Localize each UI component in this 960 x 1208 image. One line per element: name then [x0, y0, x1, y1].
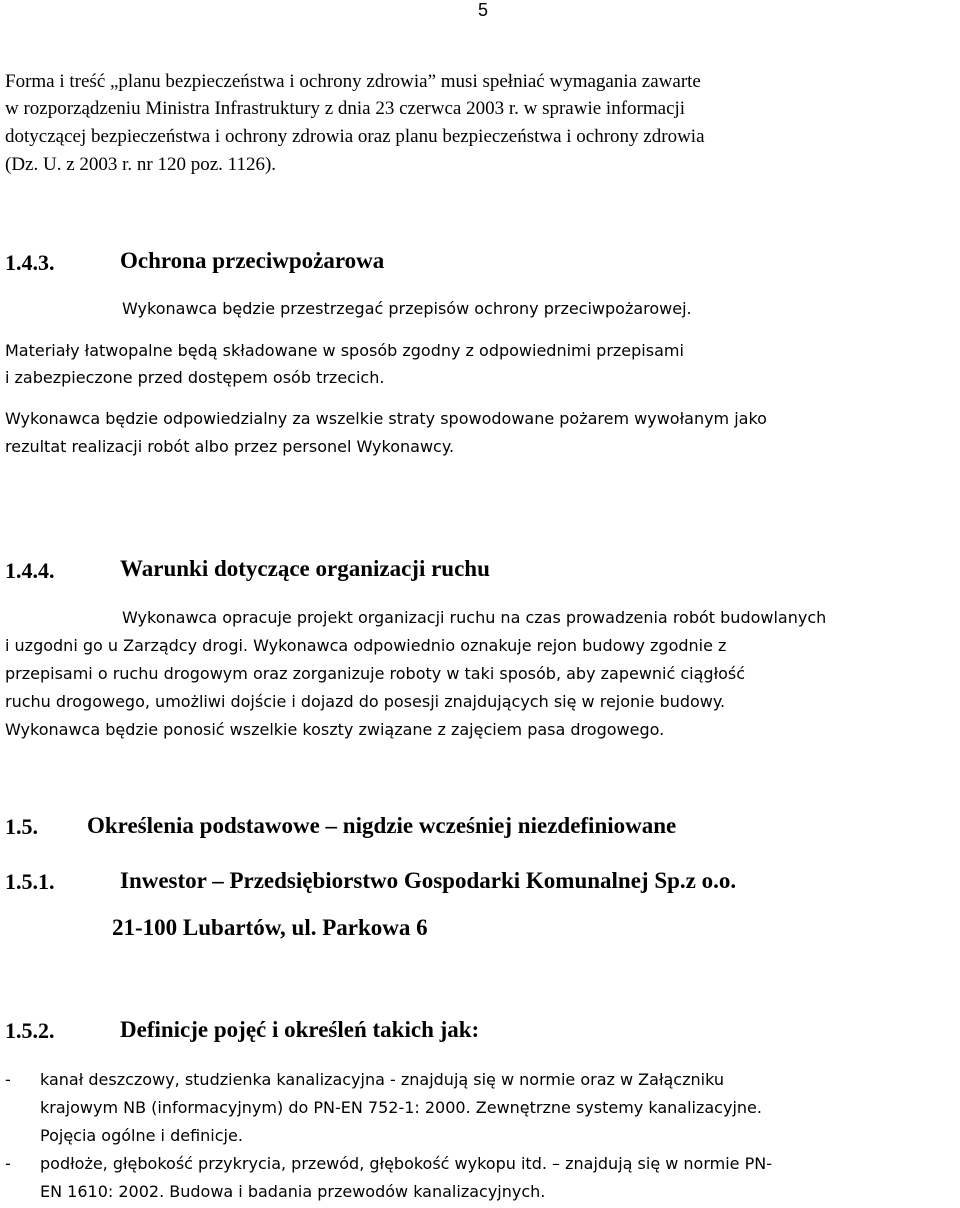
section-heading: Ochrona przeciwpożarowa [120, 248, 385, 273]
section-number: 1.5. [5, 814, 38, 839]
section-number: 1.5.1. [5, 869, 55, 894]
intro-line: w rozporządzeniu Ministra Infrastruktury z dnia 23 czerwca 2003 r. w sprawie informacji [5, 98, 686, 119]
paragraph-line: i zabezpieczone przed dostępem osób trzecich. [5, 368, 385, 387]
intro-line: (Dz. U. z 2003 r. nr 120 poz. 1126). [5, 154, 277, 175]
paragraph-line: przepisami o ruchu drogowym oraz zorganizuje roboty w taki sposób, aby zapewnić ciągłość [5, 664, 746, 683]
section-heading: Warunki dotyczące organizacji ruchu [120, 556, 490, 581]
paragraph-line: rezultat realizacji robót albo przez personel Wykonawcy. [5, 437, 455, 456]
section-heading: Określenia podstawowe – nigdzie wcześniej niezdefiniowane [87, 813, 677, 838]
list-item-line: EN 1610: 2002. Budowa i badania przewodów kanalizacyjnych. [40, 1182, 546, 1201]
section-number: 1.4.3. [5, 250, 55, 275]
list-item-line: krajowym NB (informacyjnym) do PN-EN 752-1: 2000. Zewnętrzne systemy kanalizacyjne. [40, 1098, 762, 1117]
paragraph-line: Wykonawca będzie ponosić wszelkie koszty związane z zajęciem pasa drogowego. [5, 720, 665, 739]
paragraph-line: Materiały łatwopalne będą składowane w sposób zgodny z odpowiednimi przepisami [5, 341, 684, 360]
intro-line: dotyczącej bezpieczeństwa i ochrony zdrowia oraz planu bezpieczeństwa i ochrony zdrowia [5, 126, 705, 147]
section-heading: Inwestor – Przedsiębiorstwo Gospodarki Komunalnej Sp.z o.o. [120, 868, 737, 893]
paragraph-line: Wykonawca opracuje projekt organizacji ruchu na czas prowadzenia robót budowlanych [122, 608, 827, 627]
paragraph: Wykonawca będzie przestrzegać przepisów ochrony przeciwpożarowej. [122, 299, 692, 318]
section-heading: Definicje pojęć i określeń takich jak: [120, 1017, 480, 1042]
paragraph-line: i uzgodni go u Zarządcy drogi. Wykonawca odpowiednio oznakuje rejon budowy zgodnie z [5, 636, 727, 655]
list-item-line: podłoże, głębokość przykrycia, przewód, głębokość wykopu itd. – znajdują się w normie PN- [40, 1154, 772, 1173]
list-item-line: kanał deszczowy, studzienka kanalizacyjna - znajdują się w normie oraz w Załączniku [40, 1070, 724, 1089]
list-bullet: - [5, 1154, 11, 1173]
paragraph-line: ruchu drogowego, umożliwi dojście i dojazd do posesji znajdujących się w rejonie budowy. [5, 692, 726, 711]
list-item-line: Pojęcia ogólne i definicje. [40, 1126, 243, 1145]
section-number: 1.4.4. [5, 558, 55, 583]
investor-address: 21-100 Lubartów, ul. Parkowa 6 [112, 915, 428, 940]
section-number: 1.5.2. [5, 1018, 55, 1043]
page-number: 5 [478, 0, 489, 20]
intro-line: Forma i treść „planu bezpieczeństwa i ochrony zdrowia” musi spełniać wymagania zawarte [5, 71, 701, 92]
list-bullet: - [5, 1070, 11, 1089]
paragraph-line: Wykonawca będzie odpowiedzialny za wszelkie straty spowodowane pożarem wywołanym jako [5, 409, 767, 428]
